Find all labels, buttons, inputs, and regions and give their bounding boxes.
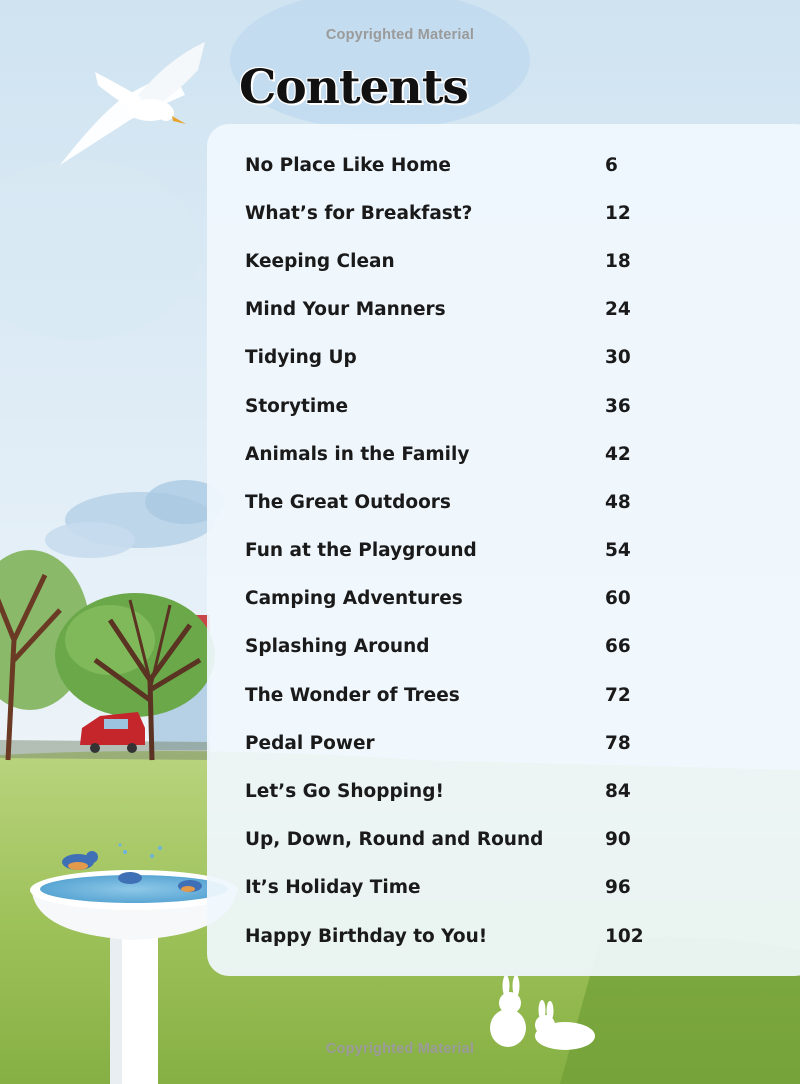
toc-entry-page: 78 (605, 732, 631, 754)
table-of-contents (245, 141, 665, 960)
toc-entry-page: 24 (605, 299, 631, 321)
toc-entry-page: 48 (605, 491, 631, 513)
toc-entry-page: 12 (605, 202, 631, 224)
toc-entry-page: 72 (605, 684, 631, 706)
toc-entry (245, 527, 665, 575)
toc-entry-title: Camping Adventures (245, 588, 463, 610)
watermark-top: Copyrighted Material (325, 27, 475, 43)
page-title: Contents (239, 60, 468, 115)
toc-entry-title: Mind Your Manners (245, 299, 446, 321)
toc-entry-page: 96 (605, 877, 631, 899)
toc-entry-page: 102 (605, 925, 644, 947)
toc-entry-page: 18 (605, 250, 631, 272)
toc-entry-title: Pedal Power (245, 732, 375, 754)
toc-entry (245, 478, 665, 526)
toc-entry (245, 575, 665, 623)
watermark-bottom: Copyrighted Material (325, 1041, 475, 1057)
toc-entry (245, 671, 665, 719)
toc-entry-title: The Great Outdoors (245, 491, 451, 513)
toc-entry-title: It’s Holiday Time (245, 877, 421, 899)
toc-entry-page: 30 (605, 347, 631, 369)
toc-entry (245, 286, 665, 334)
toc-entry-page: 84 (605, 781, 631, 803)
toc-entry-title: Keeping Clean (245, 250, 395, 272)
toc-entry (245, 430, 665, 478)
toc-entry (245, 141, 665, 189)
toc-entry (245, 816, 665, 864)
toc-entry-title: Up, Down, Round and Round (245, 829, 544, 851)
toc-entry (245, 623, 665, 671)
toc-entry-page: 90 (605, 829, 631, 851)
toc-entry-page: 42 (605, 443, 631, 465)
toc-entry (245, 719, 665, 767)
toc-entry-title: Let’s Go Shopping! (245, 781, 444, 803)
toc-entry-page: 6 (605, 154, 618, 176)
toc-entry (245, 237, 665, 285)
toc-entry-title: Splashing Around (245, 636, 430, 658)
toc-entry-title: Animals in the Family (245, 443, 470, 465)
toc-entry-title: Tidying Up (245, 347, 357, 369)
toc-entry-title: Fun at the Playground (245, 540, 477, 562)
toc-entry-page: 66 (605, 636, 631, 658)
toc-entry (245, 189, 665, 237)
toc-entry-page: 60 (605, 588, 631, 610)
toc-entry-title: Happy Birthday to You! (245, 925, 488, 947)
toc-entry-title: What’s for Breakfast? (245, 202, 473, 224)
toc-entry-page: 54 (605, 540, 631, 562)
toc-entry (245, 334, 665, 382)
toc-entry (245, 864, 665, 912)
toc-entry (245, 382, 665, 430)
toc-entry-title: The Wonder of Trees (245, 684, 460, 706)
toc-entry-title: No Place Like Home (245, 154, 451, 176)
toc-entry (245, 912, 665, 960)
toc-entry (245, 767, 665, 815)
toc-entry-page: 36 (605, 395, 631, 417)
toc-entry-title: Storytime (245, 395, 349, 417)
